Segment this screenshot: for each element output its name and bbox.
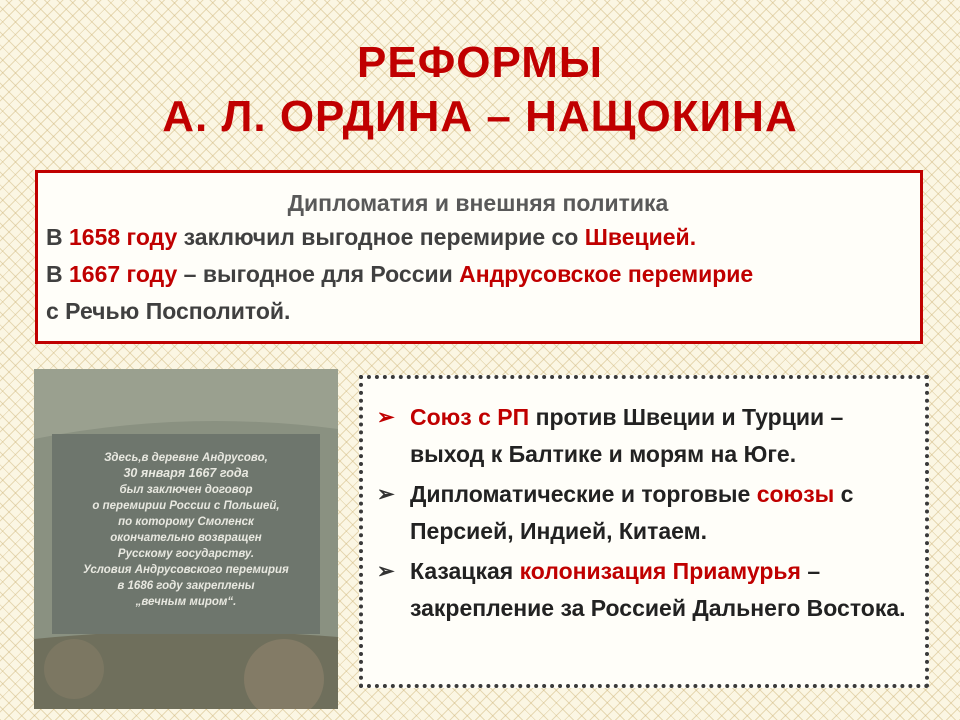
text: В (46, 261, 69, 287)
plaque-line-7: Русскому государству. (117, 548, 255, 560)
plaque-line-3: был заключен договор (119, 484, 253, 496)
chevron-right-icon: ➢ (377, 560, 395, 583)
list-item (375, 476, 911, 550)
country-sweden: Швецией. (584, 224, 697, 250)
foreign-policy-list (359, 375, 929, 688)
plaque-line-6: окончательно возвращен (110, 532, 262, 544)
item-text: Казацкая (410, 558, 520, 584)
text: с Речью Посполитой. (46, 298, 291, 324)
year-1658: 1658 году (69, 224, 178, 250)
list-item (375, 553, 911, 627)
treaty-name: Андрусовское перемирие (459, 261, 754, 287)
item-text: с Персией, Индией, Китаем. (410, 481, 854, 544)
item-text: – закрепление за Россией Дальнего Востока. (410, 558, 906, 621)
year-1667: 1667 году (69, 261, 178, 287)
plaque-line-5: по которому Смоленск (118, 516, 254, 528)
item-text: против Швеции и Турции – выход к Балтике и морям на Юге. (410, 404, 844, 467)
diplomacy-line-1667 (46, 256, 910, 330)
plaque-line-9: в 1686 году закреплены (117, 580, 255, 592)
item-highlight: Союз с РП (410, 404, 530, 430)
list-item (375, 399, 911, 473)
item-text: Дипломатические и торговые (410, 481, 757, 507)
plaque-line-1: Здесь,в деревне Андрусово, (104, 452, 268, 464)
text: В (46, 224, 69, 250)
slide-title-line1: РЕФОРМЫ (357, 38, 603, 87)
diplomacy-line-1658 (46, 219, 910, 256)
text: – выгодное для России (177, 261, 460, 287)
diplomacy-box (35, 170, 923, 344)
plaque-line-4: о перемирии России с Польшей, (92, 500, 280, 512)
chevron-right-icon: ➢ (377, 483, 395, 506)
item-highlight: союзы (756, 481, 835, 507)
plaque-image (34, 369, 338, 709)
slide-title-line2: А. Л. ОРДИНА – НАЩОКИНА (162, 92, 798, 141)
plaque-line-8: Условия Андрусовского перемирия (83, 564, 289, 576)
item-highlight: колонизация Приамурья (519, 558, 801, 584)
diplomacy-heading: Дипломатия и внешняя политика (287, 190, 669, 216)
chevron-right-icon: ➢ (377, 406, 395, 429)
text: заключил выгодное перемирие со (177, 224, 585, 250)
plaque-line-10: „вечным миром“. (135, 596, 237, 608)
plaque-line-2: 30 января 1667 года (123, 466, 249, 480)
memorial-plaque-photo (34, 369, 338, 709)
